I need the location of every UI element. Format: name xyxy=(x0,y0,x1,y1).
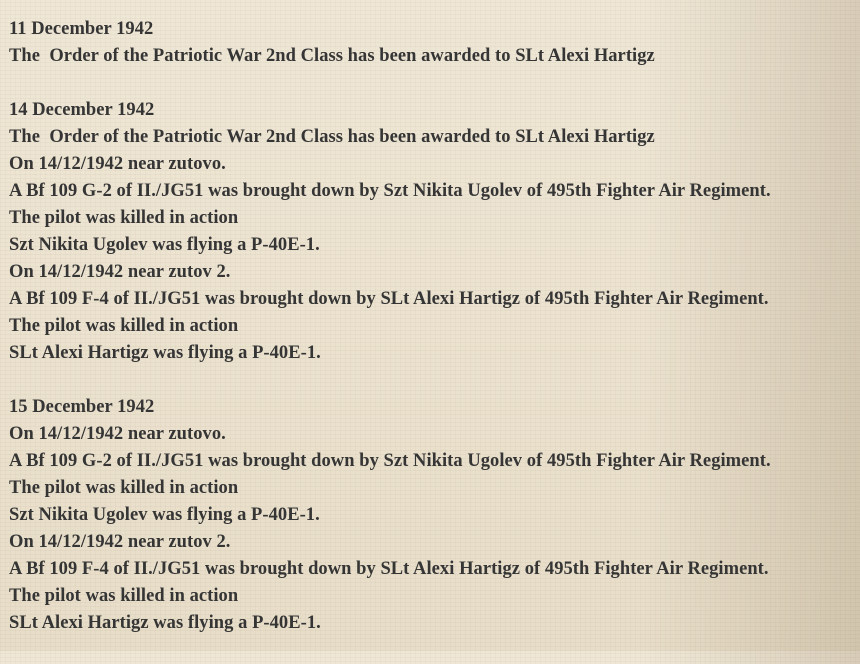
award-line: The Order of the Patriotic War 2nd Class has been awarded to SLt Alexi Hartigz xyxy=(9,127,655,147)
service-log xyxy=(9,16,854,664)
location-line: On 14/12/1942 near zutovo. xyxy=(9,424,226,444)
pilot-fate-line: The pilot was killed in action xyxy=(9,208,239,228)
victory-line: A Bf 109 G-2 of II./JG51 was brought down by Szt Nikita Ugolev of 495th Fighter Air Regiment. xyxy=(9,451,771,471)
pilot-fate-line: The pilot was killed in action xyxy=(9,478,239,498)
aircraft-line: Szt Nikita Ugolev was flying a P-40E-1. xyxy=(9,235,320,255)
location-line: On 14/12/1942 near zutovo. xyxy=(9,154,226,174)
pilot-fate-line: The pilot was killed in action xyxy=(9,586,239,606)
log-entry-11-dec-1942 xyxy=(9,16,854,70)
victory-line: A Bf 109 G-2 of II./JG51 was brought down by Szt Nikita Ugolev of 495th Fighter Air Regiment. xyxy=(9,181,771,201)
victory-line: A Bf 109 F-4 of II./JG51 was brought down by SLt Alexi Hartigz of 495th Fighter Air Regiment. xyxy=(9,289,769,309)
entry-date: 14 December 1942 xyxy=(9,100,155,120)
location-line: On 14/12/1942 near zutov 2. xyxy=(9,262,231,282)
aircraft-line: SLt Alexi Hartigz was flying a P-40E-1. xyxy=(9,343,321,363)
award-line: The Order of the Patriotic War 2nd Class has been awarded to SLt Alexi Hartigz xyxy=(9,46,655,66)
aircraft-line: SLt Alexi Hartigz was flying a P-40E-1. xyxy=(9,613,321,633)
location-line: On 14/12/1942 near zutov 2. xyxy=(9,532,231,552)
victory-line: A Bf 109 F-4 of II./JG51 was brought down by SLt Alexi Hartigz of 495th Fighter Air Regiment. xyxy=(9,559,769,579)
aircraft-line: Szt Nikita Ugolev was flying a P-40E-1. xyxy=(9,505,320,525)
log-entry-14-dec-1942 xyxy=(9,97,854,367)
entry-date: 15 December 1942 xyxy=(9,397,155,417)
entry-date: 11 December 1942 xyxy=(9,19,154,39)
pilot-fate-line: The pilot was killed in action xyxy=(9,316,239,336)
log-entry-15-dec-1942 xyxy=(9,394,854,637)
